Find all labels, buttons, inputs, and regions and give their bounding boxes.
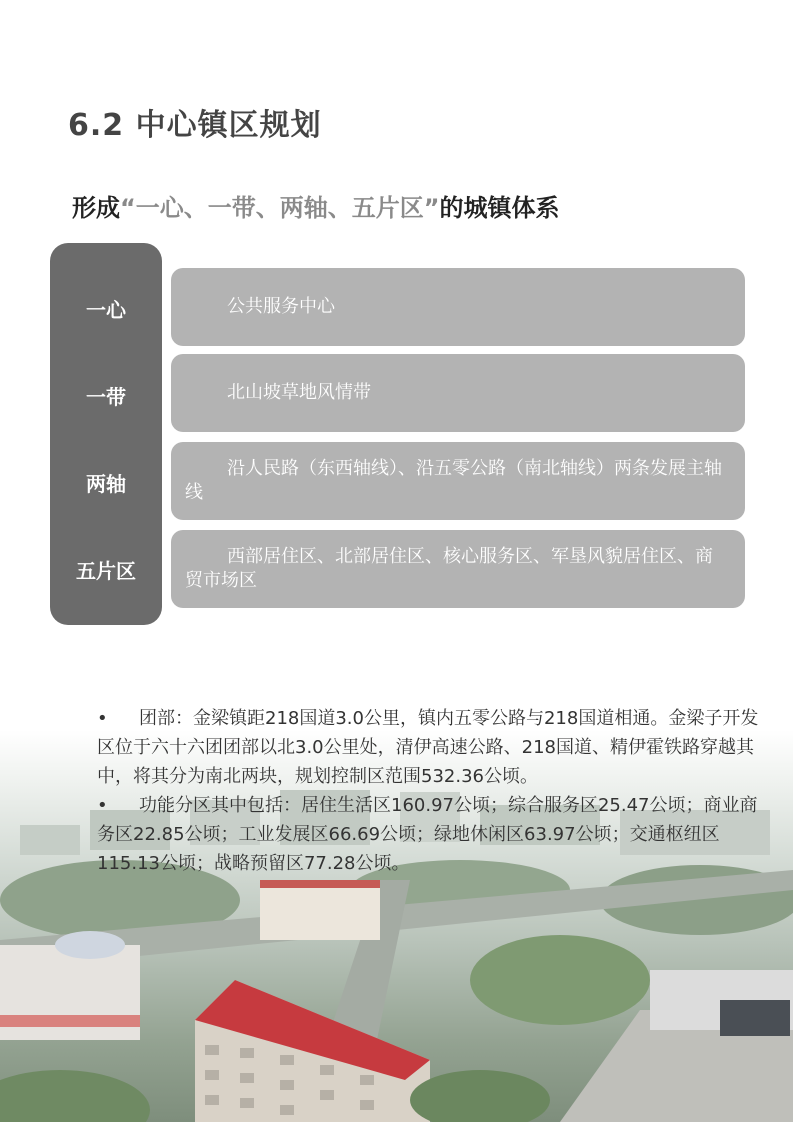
subtitle [72, 188, 560, 223]
bullet-text: 团部：金梁镇距218国道3.0公里，镇内五零公路与218国道相通。金梁子开发区位于六十六团团部以北3.0公里处，清伊高速公路、218国道、精伊霍铁路穿越其中，将其分为南北两块，规划控制区范围532.36公顷。 [97, 708, 759, 787]
bullet-item-tuanbu [97, 704, 762, 791]
bullet-item-functional-zones [97, 791, 762, 878]
row-label-axes: 两轴 [86, 472, 126, 496]
row-text-districts: 西部居住区、北部居住区、核心服务区、军垦风貌居住区、商贸市场区 [185, 546, 713, 591]
section-title: 6.2 中心镇区规划 [68, 108, 322, 143]
bullet-marker: • [97, 708, 108, 729]
row-label-belt: 一带 [86, 385, 126, 409]
row-label-center: 一心 [86, 298, 126, 322]
subtitle-prefix: 形成 [72, 194, 120, 222]
bullet-marker: • [97, 795, 108, 816]
row-text-center: 公共服务中心 [227, 296, 335, 317]
row-text-belt: 北山坡草地风情带 [227, 382, 371, 403]
subtitle-highlight: “一心、一带、两轴、五片区” [120, 194, 440, 222]
row-box-center [171, 268, 745, 346]
row-box-districts [171, 530, 745, 608]
bullet-text: 功能分区其中包括：居住生活区160.97公顷；综合服务区25.47公顷；商业商务区22.85公顷；工业发展区66.69公顷；绿地休闲区63.97公顷；交通枢纽区115.13公顷；战略预留区77.28公顷。 [97, 795, 758, 874]
row-text-axes: 沿人民路（东西轴线）、沿五零公路（南北轴线）两条发展主轴线 [185, 458, 722, 503]
bullet-list [97, 704, 762, 878]
row-label-districts: 五片区 [76, 559, 136, 583]
subtitle-suffix: 的城镇体系 [439, 194, 560, 222]
row-box-belt [171, 354, 745, 432]
row-box-axes [171, 442, 745, 520]
